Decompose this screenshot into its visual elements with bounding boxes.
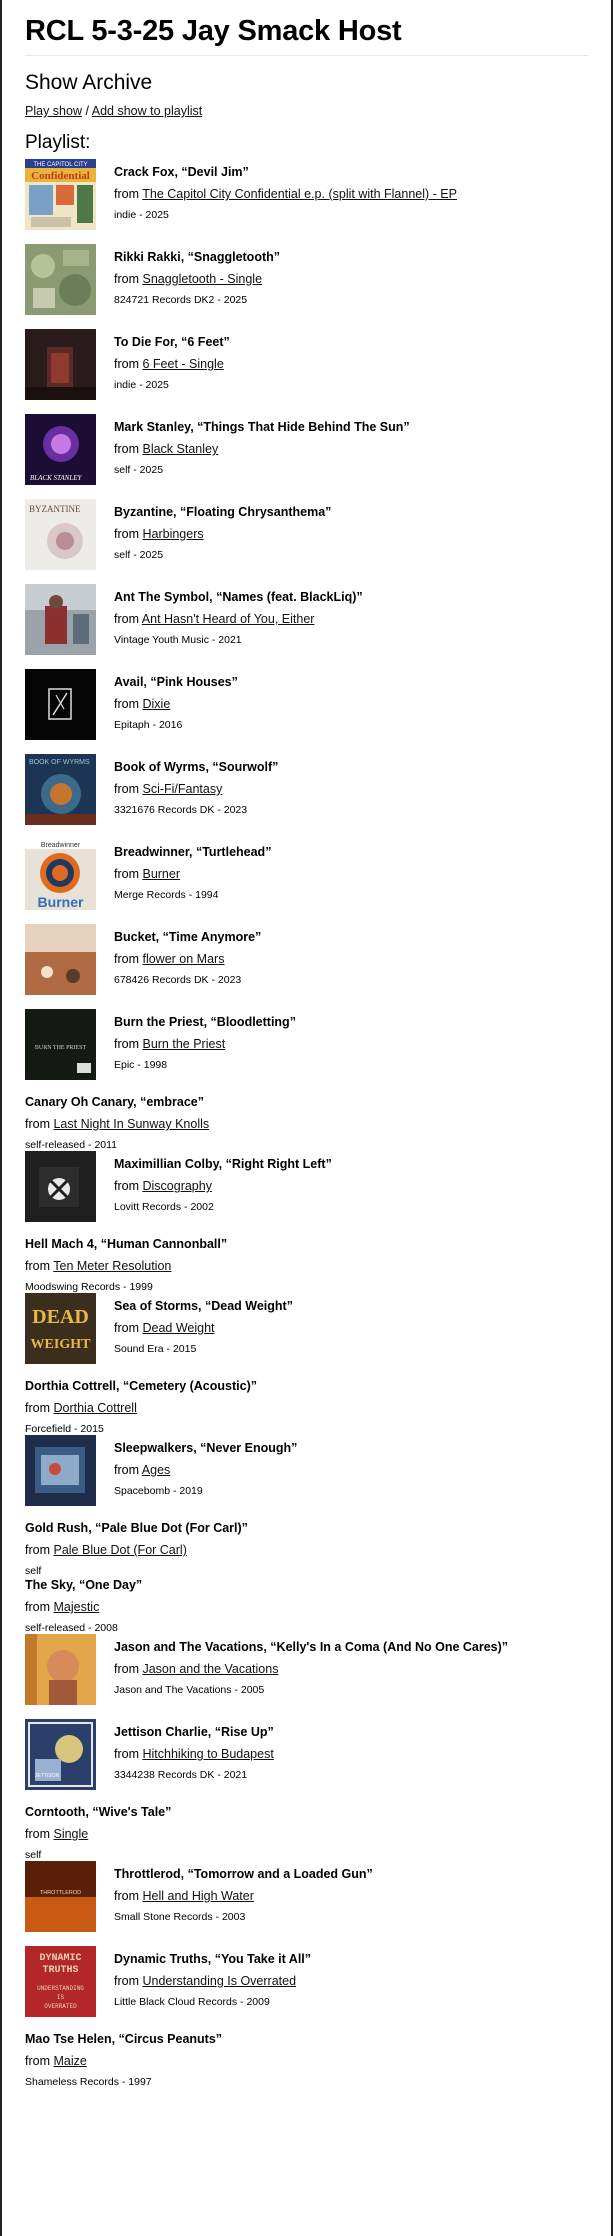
track-title: Sea of Storms, “Dead Weight” <box>114 1299 293 1313</box>
track-meta: self - 2025 <box>114 464 164 476</box>
track-title: The Sky, “One Day” <box>25 1578 143 1592</box>
track-row <box>25 1946 588 2031</box>
track-meta: indie - 2025 <box>114 379 169 391</box>
track-row <box>25 1861 588 1946</box>
album-link[interactable]: Last Night In Sunway Knolls <box>53 1117 210 1131</box>
track-from <box>114 1036 296 1052</box>
track-info <box>25 1520 248 1578</box>
track-row <box>25 924 588 1009</box>
track-meta: self-released - 2008 <box>25 1622 118 1634</box>
album-link[interactable]: Sci-Fi/Fantasy <box>142 782 223 796</box>
album-link[interactable]: flower on Mars <box>142 952 225 966</box>
track-meta: indie - 2025 <box>114 209 169 221</box>
album-link[interactable]: Hell and High Water <box>142 1889 254 1903</box>
track-row <box>25 329 588 414</box>
track-info <box>25 1094 209 1152</box>
album-art <box>25 329 96 400</box>
track-from <box>114 1462 297 1478</box>
track-meta: Merge Records - 1994 <box>114 889 219 901</box>
album-link[interactable]: Understanding Is Overrated <box>142 1974 297 1988</box>
track-title: Rikki Rakki, “Snaggletooth” <box>114 250 281 264</box>
track-from <box>25 2053 222 2069</box>
track-meta: Lovitt Records - 2002 <box>114 1201 214 1213</box>
track-info <box>114 669 238 732</box>
album-art <box>25 1861 96 1932</box>
svg-text:UNDERSTANDING: UNDERSTANDING <box>37 1985 84 1992</box>
svg-text:OVERRATED: OVERRATED <box>44 2003 77 2010</box>
album-art <box>25 414 96 485</box>
from-label: from <box>114 1747 139 1761</box>
track-meta: self <box>25 1849 42 1861</box>
svg-text:JETTISON: JETTISON <box>34 1773 60 1779</box>
track-row <box>25 1435 588 1520</box>
track-from <box>114 696 238 712</box>
album-art <box>25 754 96 825</box>
track-row <box>25 159 588 244</box>
svg-text:THROTTLEROD: THROTTLEROD <box>39 1890 82 1896</box>
track-from <box>114 866 271 882</box>
svg-text:IS: IS <box>56 1994 65 2001</box>
album-link[interactable]: Single <box>53 1827 89 1841</box>
svg-text:BYZANTINE: BYZANTINE <box>29 504 81 514</box>
track-info <box>114 1634 508 1697</box>
track-meta: Epitaph - 2016 <box>114 719 183 731</box>
svg-text:DYNAMIC: DYNAMIC <box>39 1953 82 1964</box>
track-meta: Small Stone Records - 2003 <box>114 1911 246 1923</box>
album-art <box>25 669 96 740</box>
track-info <box>114 754 278 817</box>
track-info <box>114 839 271 902</box>
from-label: from <box>114 697 139 711</box>
from-label: from <box>114 1179 139 1193</box>
track-info <box>25 1378 257 1436</box>
track-info <box>114 584 363 647</box>
album-link[interactable]: Ages <box>141 1463 171 1477</box>
track-meta: Vintage Youth Music - 2021 <box>114 634 242 646</box>
track-title: Byzantine, “Floating Chrysanthema” <box>114 505 332 519</box>
album-link[interactable]: Ten Meter Resolution <box>53 1259 172 1273</box>
from-label: from <box>114 782 139 796</box>
track-row <box>25 669 588 754</box>
track-title: Burn the Priest, “Bloodletting” <box>114 1015 296 1029</box>
album-art <box>25 584 96 655</box>
track-title: Crack Fox, “Devil Jim” <box>114 165 249 179</box>
track-from <box>114 526 331 542</box>
track-meta: Moodswing Records - 1999 <box>25 1281 153 1293</box>
track-row <box>25 2031 588 2088</box>
album-link[interactable]: Burner <box>142 867 181 881</box>
track-from <box>25 1400 257 1416</box>
track-row <box>25 1634 588 1719</box>
track-from <box>25 1599 142 1615</box>
track-title: Book of Wyrms, “Sourwolf” <box>114 760 279 774</box>
link-separator: / <box>85 104 89 118</box>
album-link[interactable]: Black Stanley <box>142 442 219 456</box>
album-art <box>25 244 96 315</box>
svg-text:DEAD: DEAD <box>32 1306 89 1328</box>
track-info <box>114 159 457 222</box>
track-row <box>25 1151 588 1236</box>
album-art <box>25 1946 96 2017</box>
track-row <box>25 1520 588 1577</box>
track-from <box>25 1542 248 1558</box>
album-link[interactable]: Snaggletooth - Single <box>142 272 263 286</box>
from-label: from <box>114 612 139 626</box>
track-row <box>25 1719 588 1804</box>
album-art <box>25 1634 96 1705</box>
track-meta: 678426 Records DK - 2023 <box>114 974 242 986</box>
track-info <box>25 1236 227 1294</box>
track-info <box>25 2031 222 2089</box>
track-title: Throttlerod, “Tomorrow and a Loaded Gun” <box>114 1867 373 1881</box>
track-title: Jettison Charlie, “Rise Up” <box>114 1725 274 1739</box>
track-row <box>25 1293 588 1378</box>
track-meta: 3321676 Records DK - 2023 <box>114 804 248 816</box>
album-art <box>25 1151 96 1222</box>
from-label: from <box>114 1974 139 1988</box>
track-title: Dorthia Cottrell, “Cemetery (Acoustic)” <box>25 1379 257 1393</box>
track-meta: 3344238 Records DK - 2021 <box>114 1769 248 1781</box>
track-title: Bucket, “Time Anymore” <box>114 930 262 944</box>
track-info <box>25 1577 142 1635</box>
page <box>2 0 611 2088</box>
track-title: Maximillian Colby, “Right Right Left” <box>114 1157 332 1171</box>
from-label: from <box>25 1543 50 1557</box>
album-link[interactable]: Maize <box>53 2054 87 2068</box>
track-info <box>114 1435 297 1498</box>
album-link[interactable]: 6 Feet - Single <box>142 357 224 371</box>
track-title: Hell Mach 4, “Human Cannonball” <box>25 1237 228 1251</box>
from-label: from <box>114 952 139 966</box>
album-link[interactable]: Jason and the Vacations <box>142 1662 279 1676</box>
from-label: from <box>25 2054 50 2068</box>
album-link[interactable]: Ant Hasn't Heard of You, Either <box>141 612 315 626</box>
album-art <box>25 159 96 230</box>
track-from <box>114 781 278 797</box>
track-from <box>114 1661 508 1677</box>
track-info <box>114 1861 373 1924</box>
from-label: from <box>114 272 139 286</box>
album-art <box>25 1435 96 1506</box>
track-row <box>25 1577 588 1634</box>
track-meta: self <box>25 1565 42 1577</box>
album-link[interactable]: Hitchhiking to Budapest <box>142 1747 274 1761</box>
track-row <box>25 839 588 924</box>
svg-text:WEIGHT: WEIGHT <box>30 1337 91 1352</box>
track-from <box>25 1258 227 1274</box>
track-meta: Little Black Cloud Records - 2009 <box>114 1996 270 2008</box>
from-label: from <box>114 867 139 881</box>
album-link[interactable]: Pale Blue Dot (For Carl) <box>53 1543 187 1557</box>
from-label: from <box>114 357 139 371</box>
track-info <box>25 1804 171 1862</box>
track-meta: 824721 Records DK2 - 2025 <box>114 294 248 306</box>
album-link[interactable]: Burn the Priest <box>142 1037 226 1051</box>
album-link[interactable]: The Capitol City Confidential e.p. (split with Flannel) - EP <box>142 187 457 201</box>
track-from <box>25 1826 171 1842</box>
from-label: from <box>25 1600 50 1614</box>
from-label: from <box>114 527 139 541</box>
album-art <box>25 1719 96 1790</box>
track-title: To Die For, “6 Feet” <box>114 335 230 349</box>
track-row <box>25 754 588 839</box>
track-title: Mao Tse Helen, “Circus Peanuts” <box>25 2032 223 2046</box>
track-from <box>114 271 280 287</box>
from-label: from <box>25 1259 50 1273</box>
from-label: from <box>114 1662 139 1676</box>
track-title: Ant The Symbol, “Names (feat. BlackLiq)” <box>114 590 363 604</box>
track-from <box>114 1178 332 1194</box>
track-title: Sleepwalkers, “Never Enough” <box>114 1441 298 1455</box>
track-info <box>114 1009 296 1072</box>
album-art <box>25 839 96 910</box>
track-info <box>114 1946 311 2009</box>
svg-text:BLACK STANLEY: BLACK STANLEY <box>30 474 82 482</box>
track-row <box>25 1804 588 1861</box>
track-info <box>114 1293 293 1356</box>
from-label: from <box>114 442 139 456</box>
add-to-playlist-link[interactable]: Add show to playlist <box>91 104 203 118</box>
track-from <box>114 1320 293 1336</box>
album-art <box>25 1009 96 1080</box>
archive-heading: Show Archive <box>25 71 153 94</box>
album-link[interactable]: Dead Weight <box>142 1321 215 1335</box>
track-row <box>25 244 588 329</box>
track-from <box>114 1973 311 1989</box>
track-title: Breadwinner, “Turtlehead” <box>114 845 272 859</box>
track-info <box>114 414 410 477</box>
track-from <box>114 951 261 967</box>
album-art <box>25 924 96 995</box>
track-info <box>114 924 261 987</box>
track-meta: Sound Era - 2015 <box>114 1343 197 1355</box>
track-row <box>25 1378 588 1435</box>
track-info <box>114 1151 332 1214</box>
track-title: Avail, “Pink Houses” <box>114 675 238 689</box>
track-title: Gold Rush, “Pale Blue Dot (For Carl)” <box>25 1521 248 1535</box>
track-from <box>25 1116 209 1132</box>
album-link[interactable]: Majestic <box>53 1600 100 1614</box>
track-title: Jason and The Vacations, “Kelly's In a Coma (And No One Cares)” <box>114 1640 509 1654</box>
track-row <box>25 499 588 584</box>
track-from <box>114 1888 373 1904</box>
playlist <box>25 159 588 2088</box>
track-from <box>114 441 410 457</box>
track-meta: Shameless Records - 1997 <box>25 2076 152 2088</box>
track-title: Dynamic Truths, “You Take it All” <box>114 1952 312 1966</box>
track-info <box>114 244 280 307</box>
svg-text:Breadwinner: Breadwinner <box>40 842 81 849</box>
from-label: from <box>114 187 139 201</box>
album-art <box>25 1293 96 1364</box>
from-label: from <box>114 1463 139 1477</box>
track-title: Mark Stanley, “Things That Hide Behind The Sun” <box>114 420 410 434</box>
track-from <box>114 1746 274 1762</box>
page-title: RCL 5-3-25 Jay Smack Host <box>25 14 588 56</box>
svg-text:TRUTHS: TRUTHS <box>42 1965 79 1976</box>
track-info <box>114 499 331 562</box>
album-link[interactable]: Dixie <box>142 697 171 711</box>
from-label: from <box>25 1401 50 1415</box>
track-from <box>114 611 363 627</box>
play-links <box>25 103 588 119</box>
from-label: from <box>25 1117 50 1131</box>
track-info <box>114 1719 274 1782</box>
track-meta: Epic - 1998 <box>114 1059 168 1071</box>
track-info <box>114 329 230 392</box>
track-row <box>25 414 588 499</box>
svg-text:BOOK OF WYRMS: BOOK OF WYRMS <box>29 759 90 766</box>
track-row <box>25 1236 588 1293</box>
track-meta: Forcefield - 2015 <box>25 1423 104 1435</box>
from-label: from <box>114 1321 139 1335</box>
track-title: Canary Oh Canary, “embrace” <box>25 1095 205 1109</box>
svg-text:Burner: Burner <box>37 894 84 910</box>
track-meta: Spacebomb - 2019 <box>114 1485 203 1497</box>
play-show-link[interactable]: Play show <box>25 104 82 118</box>
track-from <box>114 186 457 202</box>
track-meta: Jason and The Vacations - 2005 <box>114 1684 265 1696</box>
svg-text:Confidential: Confidential <box>31 170 90 182</box>
svg-text:BURN THE PRIEST: BURN THE PRIEST <box>34 1045 87 1051</box>
playlist-heading: Playlist: <box>25 132 91 153</box>
track-meta: self - 2025 <box>114 549 164 561</box>
track-row <box>25 584 588 669</box>
svg-text:THE CAPITOL CITY: THE CAPITOL CITY <box>33 162 88 168</box>
album-link[interactable]: Harbingers <box>142 527 204 541</box>
from-label: from <box>25 1827 50 1841</box>
track-title: Corntooth, “Wive's Tale” <box>25 1805 172 1819</box>
track-row <box>25 1094 588 1151</box>
album-link[interactable]: Discography <box>142 1179 212 1193</box>
from-label: from <box>114 1037 139 1051</box>
from-label: from <box>114 1889 139 1903</box>
track-meta: self-released - 2011 <box>25 1139 118 1151</box>
album-art <box>25 499 96 570</box>
track-from <box>114 356 230 372</box>
album-link[interactable]: Dorthia Cottrell <box>53 1401 137 1415</box>
track-row <box>25 1009 588 1094</box>
